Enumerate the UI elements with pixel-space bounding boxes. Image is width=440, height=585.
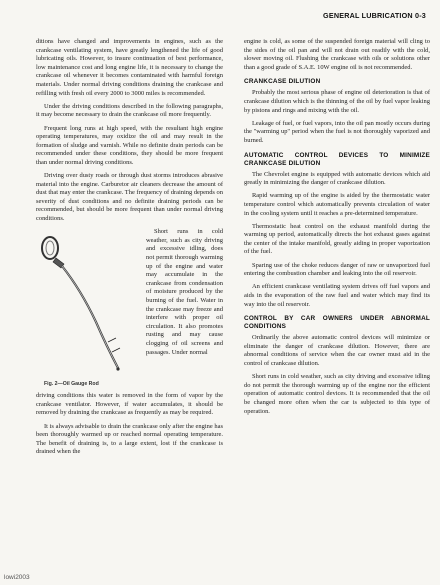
paragraph: Frequent long runs at high speed, with the resultant high engine operating temperatures, may oxidize the oil and may result in the formation of sludge and varnish. While no definite drain periods can be recommended under these conditions, they should be more frequent than under normal driving conditions. xyxy=(36,124,223,166)
paragraph: ditions have changed and improvements in engines, such as the crankcase ventilating system, have greatly lengthened the life of good lubricating oils. However, to insure continuation of best performance, low maintenance cost and long engine life, it is necessary to change the crankcase oil whenever it becomes contaminated with harmful foreign materials. Under normal driving conditions draining the crankcase and refilling with fresh oil every 2000 to 3000 miles is recommended. xyxy=(36,38,223,97)
paragraph: It is always advisable to drain the crankcase only after the engine has been thoroughly warmed up or reached normal operating temperature. The benefit of draining is, to a large extent, lost if the crankcase is drained when the xyxy=(36,422,223,456)
paragraph: Driving over dusty roads or through dust storms introduces abrasive material into the engine. Carburetor air cleaners decrease the amount of dust that may enter the crankcase. The frequency of draining depends on severity of dust conditions and no definite draining periods can be recommended, but should be more frequent than under normal driving conditions. xyxy=(36,172,223,223)
paragraph: Probably the most serious phase of engine oil deterioration is that of crankcase dilution which is the thinning of the oil by fuel vapor leaking by pistons and rings and mixing with the oil. xyxy=(244,89,430,114)
section-heading: CRANKCASE DILUTION xyxy=(244,78,321,86)
paragraph: Short runs in cold weather, such as city driving and excessive idling, does not permit thorough warming up of the engine and water may accumulate in the crankcase from condensation of moisture produced by the burning of the fuel. Water in the crankcase may freeze and interfere with proper oil circulation. It also promotes rusting and may cause clogging of oil screens and passages. Under normal xyxy=(146,228,223,356)
right-column xyxy=(244,38,430,421)
paragraph: Ordinarily the above automatic control devices will minimize or eliminate the danger of crankcase dilution. However, there are abnormal conditions of service when the car owner must aid in the control of crankcase dilution. xyxy=(244,334,430,367)
section-heading: AUTOMATIC CONTROL DEVICES TO MINIMIZE CRANKCASE DILUTION xyxy=(244,151,430,167)
page-title: GENERAL LUBRICATION 0-3 xyxy=(323,11,426,20)
paragraph: Under the driving conditions described in the following paragraphs, it may become necessary to drain the crankcase oil more frequently. xyxy=(36,102,223,119)
page-header xyxy=(0,0,440,22)
paragraph: engine is cold, as some of the suspended foreign material will cling to the sides of the oil pan and will not drain out readily with the cold, slower moving oil. Flushing the crankcase with oils or solutions other than a good grade of S.A.E. 10W engine oil is not recommended. xyxy=(244,38,430,71)
figure-wrap-paragraph xyxy=(36,228,223,388)
oil-gauge-rod-icon xyxy=(36,230,136,380)
paragraph: Leakage of fuel, or fuel vapors, into the oil pan mostly occurs during the "warming up" period when the fuel is not thoroughly vaporized and burned. xyxy=(244,119,430,144)
left-column xyxy=(36,38,223,462)
paragraph: Short runs in cold weather, such as city driving and excessive idling do not permit the thorough warming up of the engine nor the efficient operation of automatic control devices. It is recommended that the oil be changed more often when the car is subjected to this type of operation. xyxy=(244,373,430,415)
oil-gauge-rod-figure xyxy=(36,230,140,390)
paragraph: The Chevrolet engine is equipped with automatic devices which aid greatly in minimizing the danger of crankcase dilution. xyxy=(244,170,430,187)
paragraph: Sparing use of the choke reduces danger of raw or unvaporized fuel entering the combustion chamber and leaking into the oil reservoir. xyxy=(244,261,430,278)
paragraph: Rapid warming up of the engine is aided by the thermostatic water temperature control which automatically prevents circulation of water in the cooling system until it reaches a pre-determined temperature. xyxy=(244,192,430,217)
paragraph: driving conditions this water is removed in the form of vapor by the crankcase ventilator. However, if water accumulates, it should be removed by draining the crankcase as frequently as may be required. xyxy=(36,392,223,417)
figure-caption: Fig. 2—Oil Gauge Rod xyxy=(44,381,99,388)
watermark: lowi2003 xyxy=(4,574,30,581)
paragraph: Thermostatic heat control on the exhaust manifold during the warming up period, automatically directs the hot exhaust gases against the center of the intake manifold, greatly aiding in proper vaporization of the fuel. xyxy=(244,222,430,256)
section-heading: CONTROL BY CAR OWNERS UNDER ABNORMAL CONDITIONS xyxy=(244,315,430,331)
paragraph: An efficient crankcase ventilating system drives off fuel vapors and aids in the evaporation of the raw fuel and water which may find its way into the oil reservoir. xyxy=(244,283,430,308)
